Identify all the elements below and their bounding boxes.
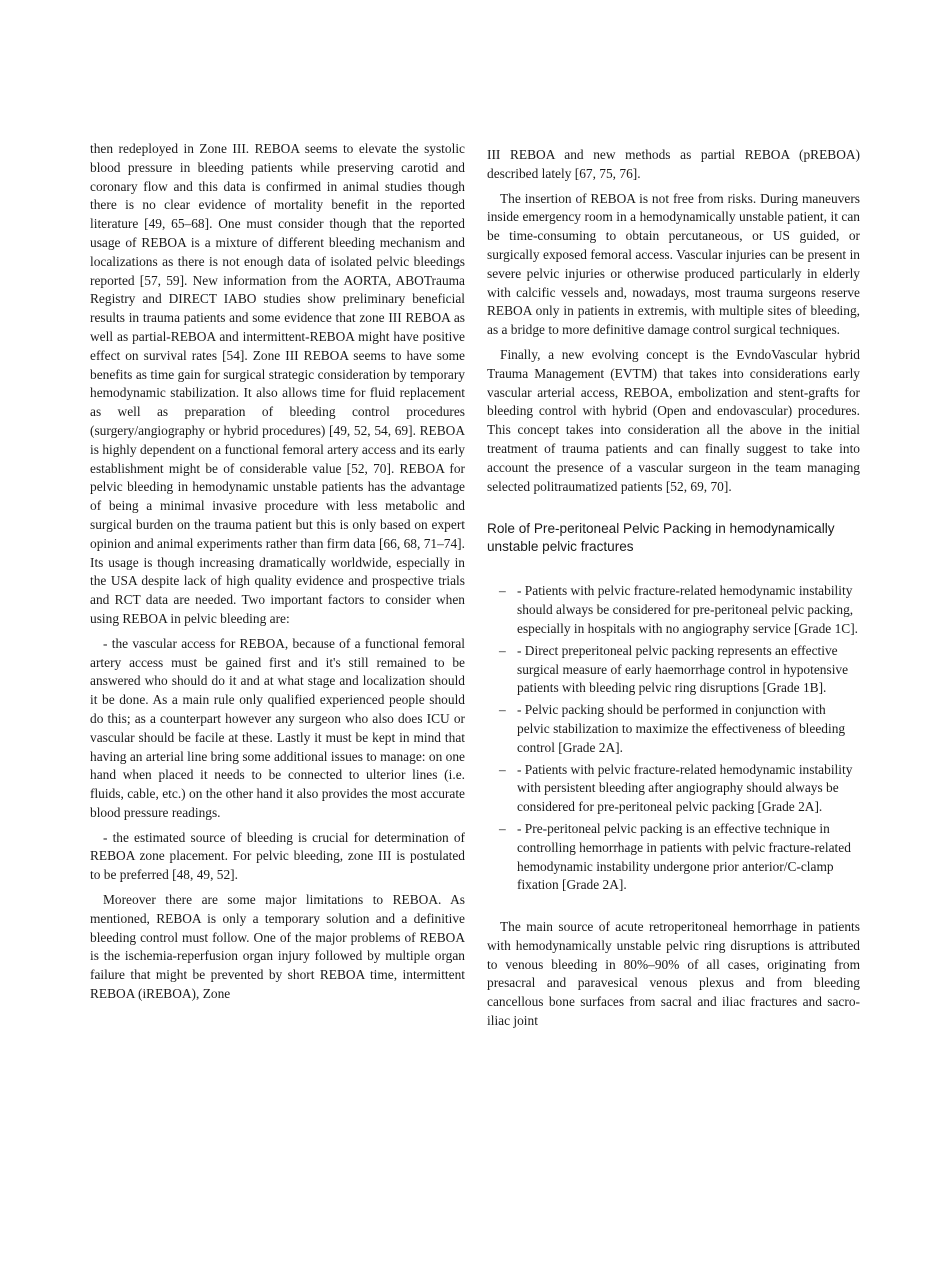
list-item [499,820,860,895]
dash-bullet: – [499,583,506,599]
list-item [499,701,860,757]
paragraph-reboa-overview: then redeployed in Zone III. REBOA seems to elevate the systolic blood pressure in bleeding patients while preserving carotid and coronary flow and this data is confirmed in animal studies though there is no clear evidence of mortality benefit in the reported literature [49, 65–68]. One must consider though that the reported usage of REBOA is a mixture of different bleeding mechanism and localizations as there is not enough data of isolated pelvic bleedings reported [57, 59]. New information from the AORTA, ABOTrauma Registry and DIRECT IABO studies show preliminary beneficial results in trauma patients and some evidence that zone III REBOA as well as partial-REBOA and intermittent-REBOA might have positive effect on survival rates [54]. Zone III REBOA seems to have some benefits as time gain for surgical strategic consideration by temporary hemodynamic stabilization. It also allows time for fluid replacement as well as preparation of bleeding control procedures (surgery/angiography or hybrid procedures) [49, 52, 54, 69]. REBOA is highly dependent on a functional femoral artery access and its early establishment might be of considerable value [52, 70]. REBOA for pelvic bleeding in hemodynamic unstable patients has the advantage of being a minimal invasive procedure with less metabolic and surgical burden on the trauma patient but this is only based on expert opinion and animal experiments rather than firm data [66, 68, 71–74]. Its usage is though increasing dramatically worldwide, especially in the USA despite lack of high quality evidence and prospective trials and RCT data are needed. Two important factors to consider when using REBOA in pelvic bleeding are: [90,141,465,626]
recommendation-text: - Direct preperitoneal pelvic packing represents an effective surgical measure of early haemorrhage control in hypotensive patients with bleeding pelvic ring disruptions [Grade 1B]. [517,642,849,696]
dash-bullet: – [499,761,506,777]
right-column [487,146,860,1037]
recommendation-text: - Patients with pelvic fracture-related hemodynamic instability should always be considered for pre-peritoneal pelvic packing, especially in hospitals with no angiography service [Grade 1C]. [517,583,858,636]
paragraph-preboa: III REBOA and new methods as partial REBOA (pREBOA) described lately [67, 75, 76]. [487,147,860,181]
left-column [90,140,465,1010]
paragraph-evtm: Finally, a new evolving concept is the EvndoVascular hybrid Trauma Management (EVTM) that takes into considerations early vascular arterial access, REBOA, embolization and stent-grafts for bleeding control with hybrid (Open and endovascular) procedures. This concept takes into consideration all the above in the initial treatment of trauma patients and can finally suggest to take into account the presence of a vascular surgeon in the team managing selected politraumatized patients [52, 69, 70]. [487,346,860,494]
list-item [499,761,860,817]
paragraph-venous-bleeding: The main source of acute retroperitoneal hemorrhage in patients with hemodynamically unstable pelvic ring disruptions is attributed to venous bleeding in 80%–90% of all cases, originating from presacral and paravesical venous plexus and from bleeding cancellous bone surfaces from sacral and iliac fractures and sacro-iliac joint [487,919,860,1029]
recommendation-list [499,582,860,895]
list-item [499,582,860,638]
dash-bullet: – [499,642,506,658]
dash-bullet: – [499,702,506,718]
spacer [487,898,860,918]
recommendation-text: - Pelvic packing should be performed in conjunction with pelvic stabilization to maximize the effectiveness of bleeding control [Grade 2A]. [517,702,846,755]
paragraph-bleeding-source: - the estimated source of bleeding is crucial for determination of REBOA zone placement. For pelvic bleeding, zone III is postulated to be preferred [48, 49, 52]. [90,829,465,883]
section-heading: Role of Pre-peritoneal Pelvic Packing in hemodynamically unstable pelvic fractures [487,521,835,555]
list-item [499,642,860,698]
paragraph-vascular-access: - the vascular access for REBOA, because of a functional femoral artery access must be gained first and it's still remained to be answered who should do it and at what stage and localization should it be done. As a main rule only qualified experienced people should do this; as a counterpart however any surgeon who also does ICU or vascular should be facile at these. Lastly it must be kept in mind that having an arterial line bring some additional issues to manage: on one hand when placed it needs to be connected to ulterior lines (i.e. fluids, cable, etc.) on the other hand it also provides the most accurate blood pressure readings. [90,635,465,820]
dash-bullet: – [499,820,506,836]
recommendation-text: - Patients with pelvic fracture-related hemodynamic instability with persistent bleeding after angiography should always be considered for pre-peritoneal pelvic packing [Grade 2A]. [517,761,853,815]
recommendation-text: - Pre-peritoneal pelvic packing is an effective technique in controlling hemorrhage in patients with pelvic fracture-related hemodynamic instability undergone prior anterior/C-clamp fixation [Grade 2A]. [517,820,851,893]
paragraph-reboa-risks: The insertion of REBOA is not free from risks. During maneuvers inside emergency room in a hemodynamically unstable patient, it can be time-consuming to obtain percutaneous, or US guided, or surgically exposed femoral access. Vascular injuries can be present in severe pelvic injuries or otherwise produced particularly in elderly with calcific vessels and, nowadays, most trauma surgeons reserve REBOA only in patients in extremis, with multiple sites of bleeding, as a bridge to more definitive damage control surgical techniques. [487,190,860,338]
paragraph-reboa-limitations: Moreover there are some major limitations to REBOA. As mentioned, REBOA is only a temporary solution and a definitive bleeding control must follow. One of the major problems of REBOA is the ischemia-reperfusion organ injury followed by multiple organ failure that might be prevented by short REBOA time, intermittent REBOA (iREBOA), Zone [90,892,465,1002]
